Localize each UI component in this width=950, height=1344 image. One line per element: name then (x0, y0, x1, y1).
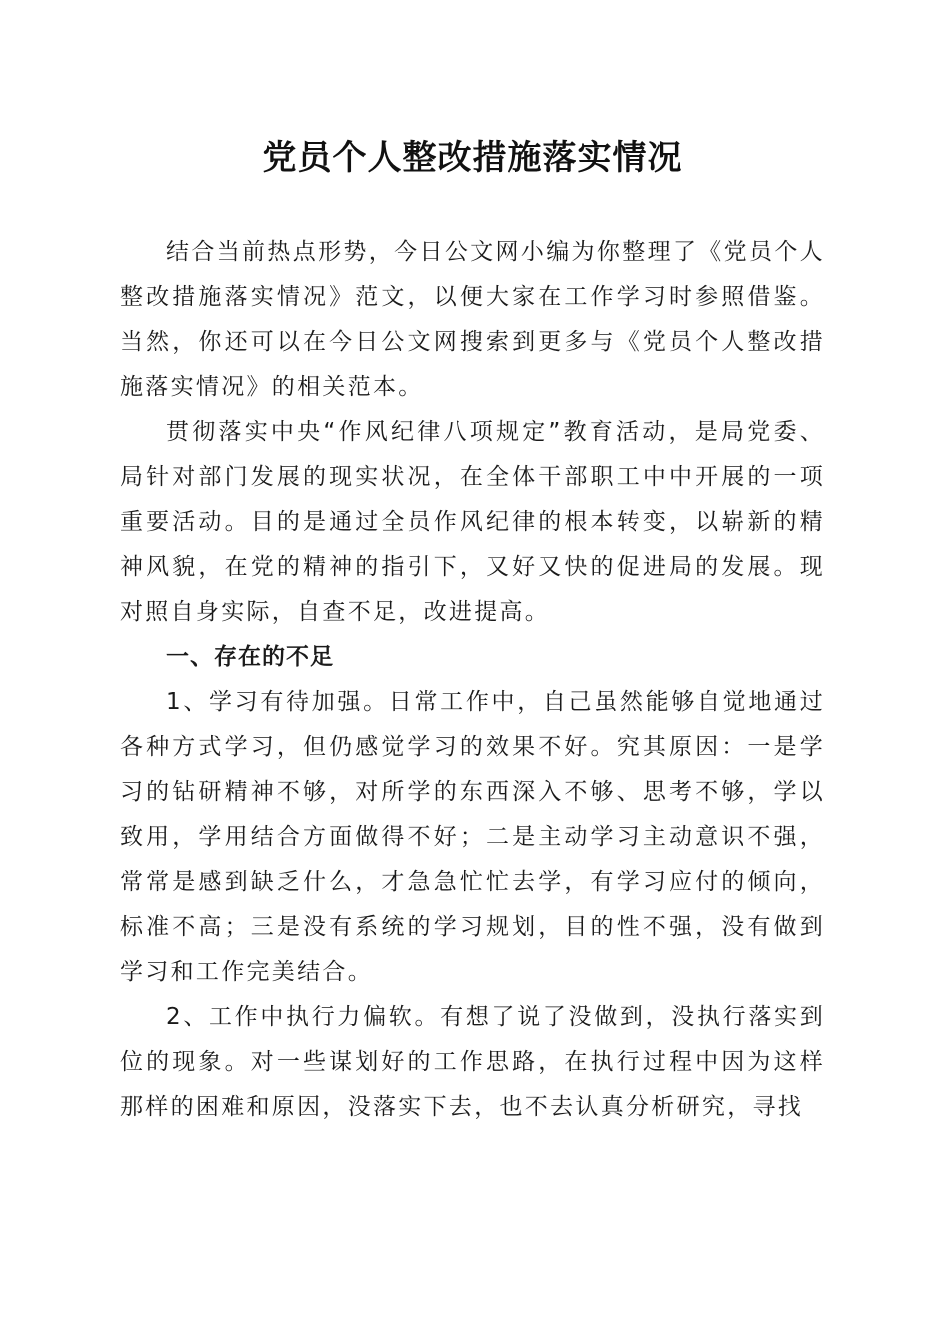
document-title: 党员个人整改措施落实情况 (262, 138, 683, 178)
document-body (120, 230, 825, 1130)
intro-paragraph: 结合当前热点形势，今日公文网小编为你整理了《党员个人整改措施落实情况》范文，以便大家在工作学习时参照借鉴。当然，你还可以在今日公文网搜索到更多与《党员个人整改措施落实情况》的相关范本。 (120, 239, 825, 400)
background-paragraph: 贯彻落实中央“作风纪律八项规定”教育活动，是局党委、局针对部门发展的现实状况，在全体干部职工中中开展的一项重要活动。目的是通过全员作风纪律的根本转变，以崭新的精神风貌，在党的精神的指引下，又好又快的促进局的发展。现对照自身实际，自查不足，改进提高。 (120, 419, 825, 625)
section-heading: 一、存在的不足 (166, 644, 334, 670)
item-paragraph-2: 2、工作中执行力偏软。有想了说了没做到，没执行落实到位的现象。对一些谋划好的工作思路，在执行过程中因为这样那样的困难和原因，没落实下去，也不去认真分析研究，寻找 (120, 1004, 825, 1120)
item-paragraph-1: 1、学习有待加强。日常工作中，自己虽然能够自觉地通过各种方式学习，但仍感觉学习的效果不好。究其原因：一是学习的钻研精神不够，对所学的东西深入不够、思考不够，学以致用，学用结合方面做得不好；二是主动学习主动意识不强，常常是感到缺乏什么，才急急忙忙去学，有学习应付的倾向，标准不高；三是没有系统的学习规划，目的性不强，没有做到学习和工作完美结合。 (120, 689, 825, 985)
